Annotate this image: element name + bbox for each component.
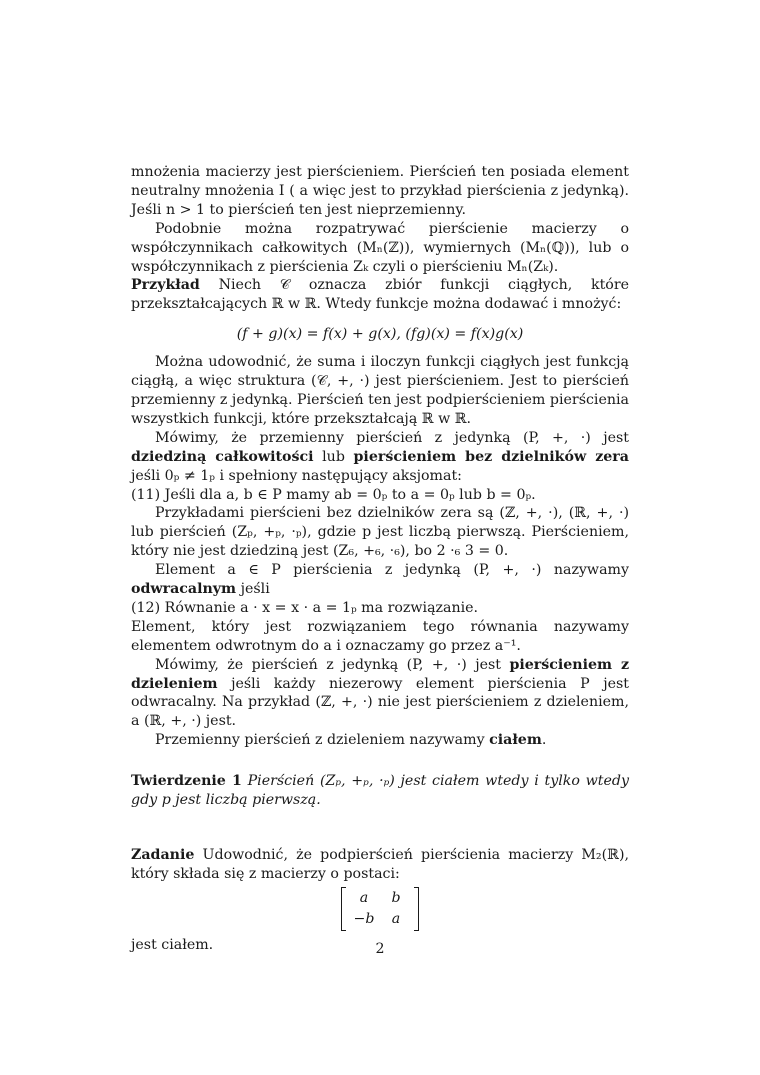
exercise-text: Udowodnić, że podpierścień pierścienia macierzy M₂(ℝ), który składa się z macierzy o postaci:: [131, 847, 629, 882]
matrix-display: [131, 887, 629, 931]
paragraph-integral-domain-def: [131, 429, 629, 486]
term-integral-domain: dziedziną całkowitości: [131, 448, 314, 465]
paragraph-matrix-coefficients: Podobnie można rozpatrywać pierścienie macierzy o współczynnikach całkowitych (Mₙ(ℤ)), wymiernych (Mₙ(ℚ)), lub o współczynnikach z pierścienia Zₖ czyli o pierścieniu Mₙ(Zₖ).: [131, 220, 629, 275]
page-number: 2: [375, 941, 385, 957]
paragraph-field-def: [131, 731, 629, 750]
invertible-text-c: jeśli: [240, 581, 270, 598]
term-field: ciałem: [489, 732, 542, 749]
axiom-12: (12) Równanie a · x = x · a = 1ₚ ma rozwiązanie.: [131, 599, 479, 616]
def-text-d: jeśli 0ₚ ≠ 1ₚ i spełniony następujący aksjomat:: [131, 467, 462, 484]
term-division-ring: pierścieniem z dzieleniem: [131, 656, 629, 692]
division-text-a: Mówimy, że pierścień z jedynką (P, +, ·) jest: [155, 656, 501, 673]
axiom-11: (11) Jeśli dla a, b ∈ P mamy ab = 0ₚ to a = 0ₚ lub b = 0ₚ.: [131, 486, 536, 503]
matrix-cell: a: [391, 910, 401, 927]
exercise-tail: jest ciałem.: [131, 936, 214, 953]
paragraph-ring-matrices: mnożenia macierzy jest pierścieniem. Pierścień ten posiada element neutralny mnożenia I ( a więc jest to przykład pierścienia z jedynką). Jeśli n > 1 to pierścień ten jest nieprzemienny.: [131, 164, 629, 218]
example-text: Niech 𝒞 oznacza zbiór funkcji ciągłych, które przekształcających ℝ w ℝ. Wtedy funkcje można dodawać i mnożyć:: [131, 277, 629, 313]
term-no-zero-divisors: pierścieniem bez dzielników zera: [353, 448, 629, 465]
division-text-c: jeśli każdy niezerowy element pierścienia P jest odwracalny. Na przykład (ℤ, +, ·) nie jest pierścieniem z dzieleniem, a (ℝ, +, ·) jest.: [131, 675, 629, 730]
matrix-2x2: [341, 887, 419, 931]
page-content: [131, 163, 629, 955]
paragraph-domain-examples: Przykładami pierścieni bez dzielników zera są (ℤ, +, ·), (ℝ, +, ·) lub pierścień (Zₚ, +ₚ, ·ₚ), gdzie p jest liczbą pierwszą. Pierścieniem, który nie jest dziedziną jest (Z₆, +₆, ·₆), bo 2 ·₆ 3 = 0.: [131, 505, 629, 560]
def-text-c: lub: [322, 448, 345, 465]
theorem-text: Pierścień (Zₚ, +ₚ, ·ₚ) jest ciałem wtedy i tylko wtedy gdy p jest liczbą pierwszą.: [131, 773, 629, 809]
theorem-1: [131, 772, 629, 810]
paragraph-inverse-element: Element, który jest rozwiązaniem tego równania nazywamy elementem odwrotnym do a i oznaczamy go przez a⁻¹.: [131, 618, 629, 654]
def-text-a: Mówimy, że przemienny pierścień z jedynką (P, +, ·) jest: [155, 429, 629, 446]
field-text-c: .: [541, 732, 547, 749]
theorem-heading: Twierdzenie 1: [131, 773, 242, 790]
matrix-cell: a: [359, 889, 369, 906]
paragraph-invertible-def: [131, 561, 629, 599]
matrix-cell: b: [391, 889, 401, 906]
equation-function-operations: (f + g)(x) = f(x) + g(x), (fg)(x) = f(x)g(x): [236, 326, 524, 343]
exercise: [131, 846, 629, 884]
exercise-heading: Zadanie: [131, 847, 195, 863]
example-heading: Przykład: [131, 277, 200, 294]
paragraph-continuous-ring: Można udowodnić, że suma i iloczyn funkcji ciągłych jest funkcją ciągłą, a więc struktura (𝒞, +, ·) jest pierścieniem. Jest to pierścień przemienny z jedynką. Pierścień ten jest podpierścieniem pierścienia wszystkich funkcji, które przekształcają ℝ w ℝ.: [131, 354, 629, 427]
matrix-cell: −b: [353, 910, 375, 927]
invertible-text-a: Element a ∈ P pierścienia z jedynką (P, +, ·) nazywamy: [155, 562, 629, 579]
term-invertible: odwracalnym: [131, 581, 237, 598]
paragraph-division-ring-def: [131, 656, 629, 732]
paragraph-example: [131, 276, 629, 314]
field-text-a: Przemienny pierścień z dzieleniem nazywamy: [155, 732, 485, 749]
